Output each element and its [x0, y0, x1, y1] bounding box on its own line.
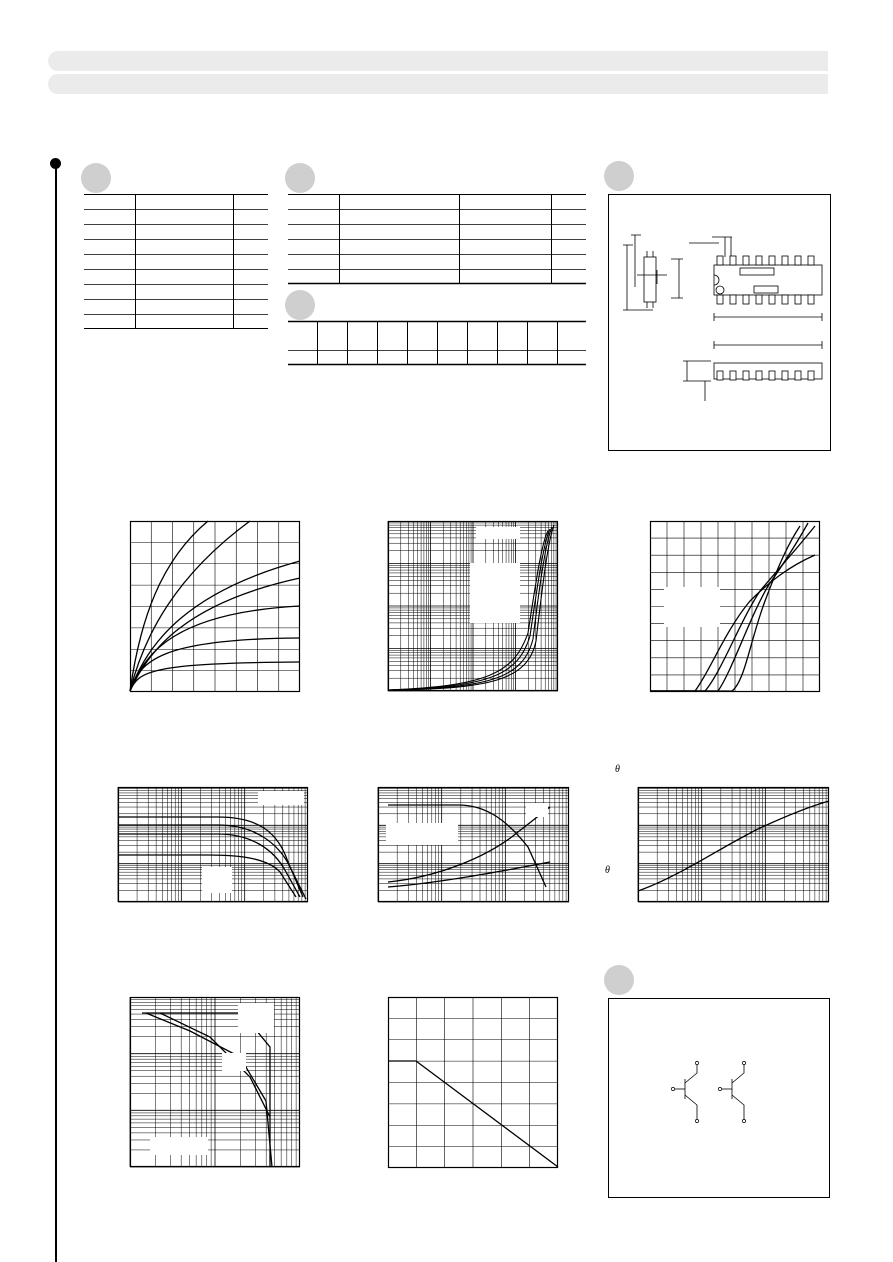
chart-safe-operating-area — [130, 997, 300, 1167]
package-outline-drawing — [609, 195, 830, 450]
equivalent-circuit-panel — [608, 998, 830, 1198]
equivalent-circuit-drawing — [609, 999, 829, 1197]
margin-rule-dot — [50, 158, 61, 169]
section-marker-package — [604, 161, 634, 191]
section-marker-hfe-rank — [285, 290, 315, 320]
chart-ic-vce — [130, 521, 300, 692]
hfe-rank-table — [288, 321, 586, 367]
left-margin-rule — [55, 162, 57, 1262]
section-marker-characteristics — [285, 163, 315, 193]
chart-ic-vbe — [650, 521, 820, 692]
chart-curves — [638, 801, 829, 891]
chart-frame — [639, 788, 829, 902]
chart-hfe-ic — [118, 787, 308, 902]
characteristics-table — [288, 194, 586, 286]
chart-pc-ta-derating — [388, 997, 558, 1168]
section-marker-ratings — [81, 163, 111, 193]
chart-theta-t — [638, 787, 829, 902]
package-outline-panel — [608, 194, 831, 451]
theta-axis-label-side: θ — [605, 865, 610, 876]
chart-ic-vbe-log — [388, 521, 558, 691]
ratings-table — [84, 194, 268, 330]
chart-vcesat-ic — [378, 787, 569, 902]
theta-axis-label-top: θ — [615, 764, 620, 775]
header-band-bottom — [48, 74, 828, 94]
chart-curves — [388, 805, 550, 887]
section-marker-circuit — [604, 965, 634, 995]
header-band-top — [48, 51, 828, 71]
